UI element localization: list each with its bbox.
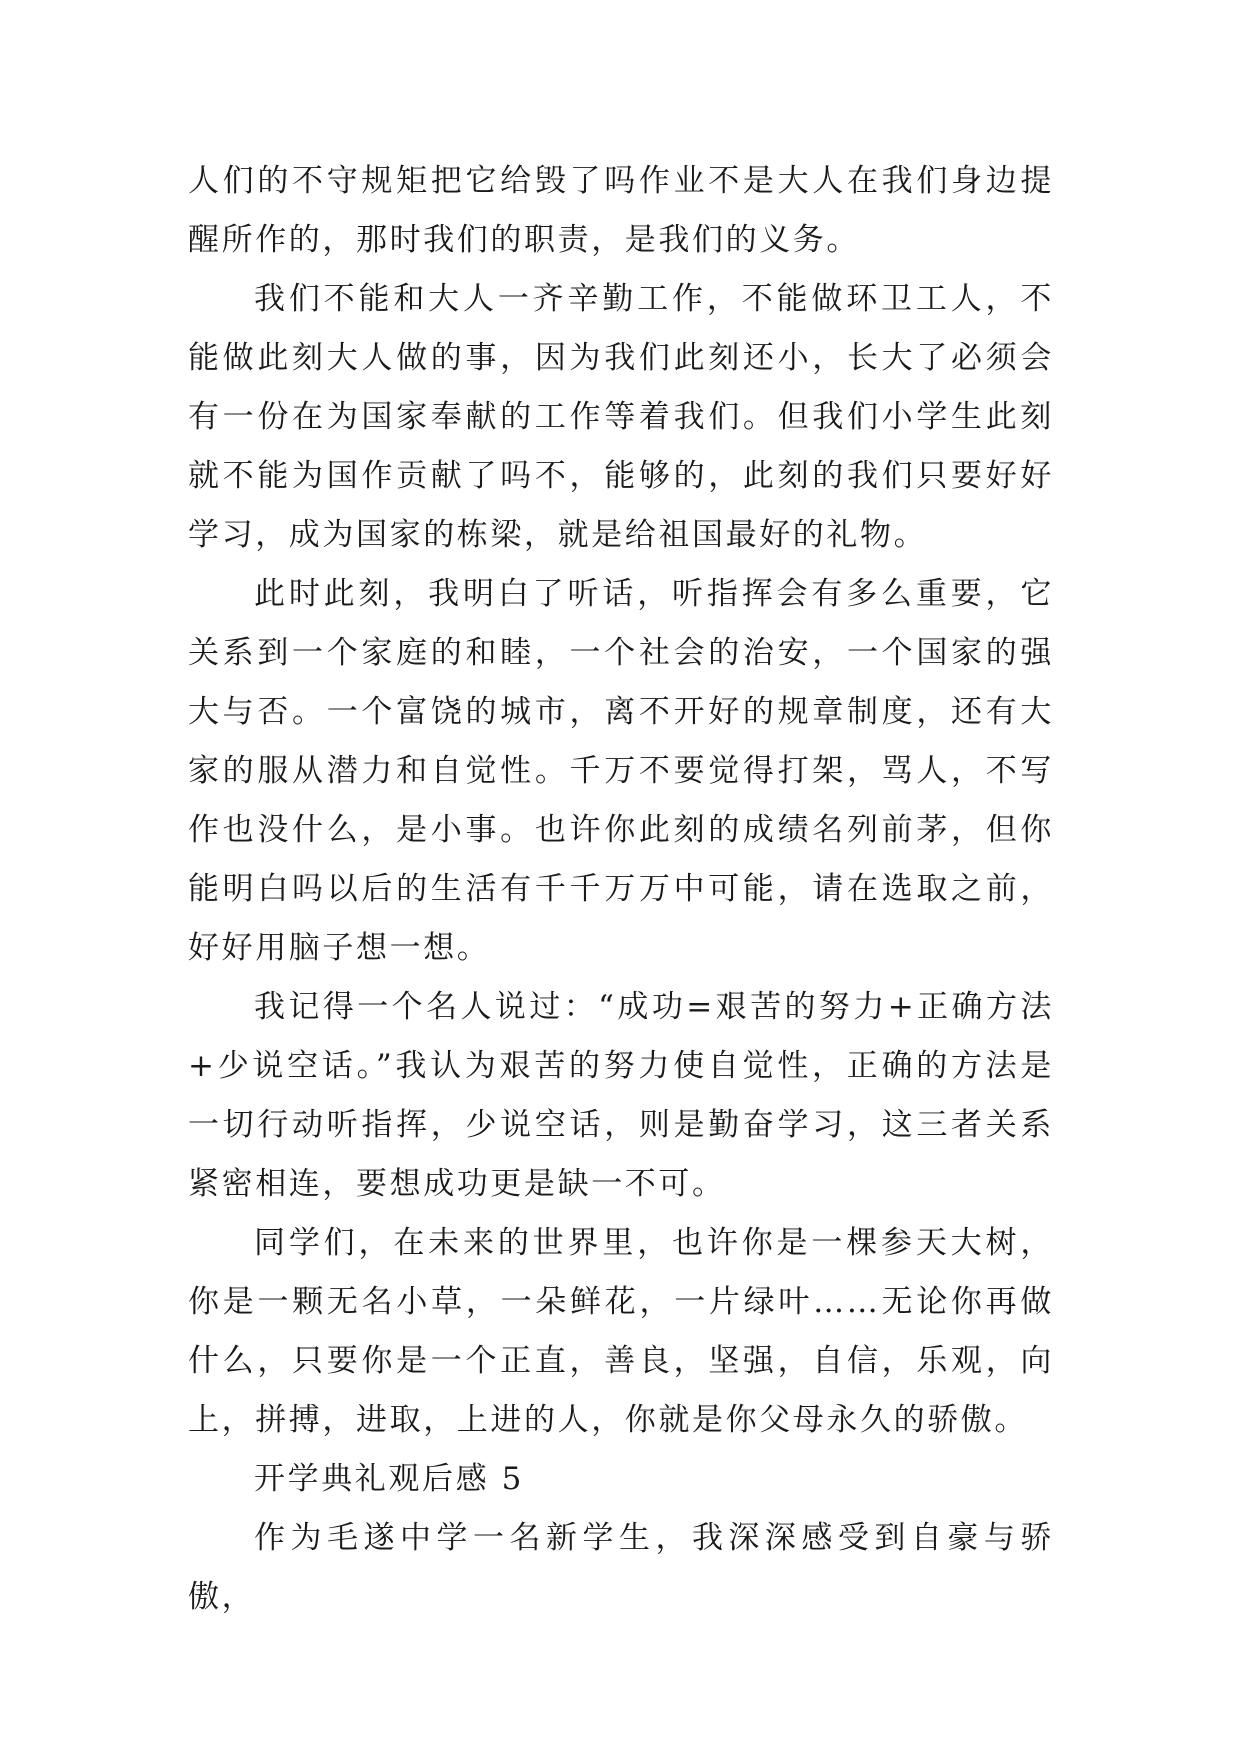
paragraph-1: 人们的不守规矩把它给毁了吗作业不是大人在我们身边提醒所作的，那时我们的职责，是我们的义务。 (188, 163, 1054, 258)
paragraph-3: 此时此刻，我明白了听话，听指挥会有多么重要，它关系到一个家庭的和睦，一个社会的治安，一个国家的强大与否。一个富饶的城市，离不开好的规章制度，还有大家的服从潜力和自觉性。千万不要觉得打架，骂人，不写作也没什么，是小事。也许你此刻的成绩名列前茅，但你能明白吗以后的生活有千千万万中可能，请在选取之前，好好用脑子想一想。 (188, 576, 1054, 966)
document-body (188, 152, 1054, 1627)
paragraph-2: 我们不能和大人一齐辛勤工作，不能做环卫工人，不能做此刻大人做的事，因为我们此刻还小，长大了必须会有一份在为国家奉献的工作等着我们。但我们小学生此刻就不能为国作贡献了吗不，能够的，此刻的我们只要好好学习，成为国家的栋梁，就是给祖国最好的礼物。 (188, 281, 1054, 553)
paragraph-4: 我记得一个名人说过：“成功=艰苦的努力+正确方法+少说空话。”我认为艰苦的努力使自觉性，正确的方法是一切行动听指挥，少说空话，则是勤奋学习，这三者关系紧密相连，要想成功更是缺一不可。 (188, 989, 1054, 1202)
paragraph-final: 作为毛遂中学一名新学生，我深深感受到自豪与骄傲， (188, 1520, 1054, 1615)
section-heading: 开学典礼观后感 5 (254, 1461, 524, 1497)
paragraph-5: 同学们，在未来的世界里，也许你是一棵参天大树，你是一颗无名小草，一朵鲜花，一片绿叶……无论你再做什么，只要你是一个正直，善良，坚强，自信，乐观，向上，拼搏，进取，上进的人，你就是你父母永久的骄傲。 (188, 1225, 1054, 1438)
